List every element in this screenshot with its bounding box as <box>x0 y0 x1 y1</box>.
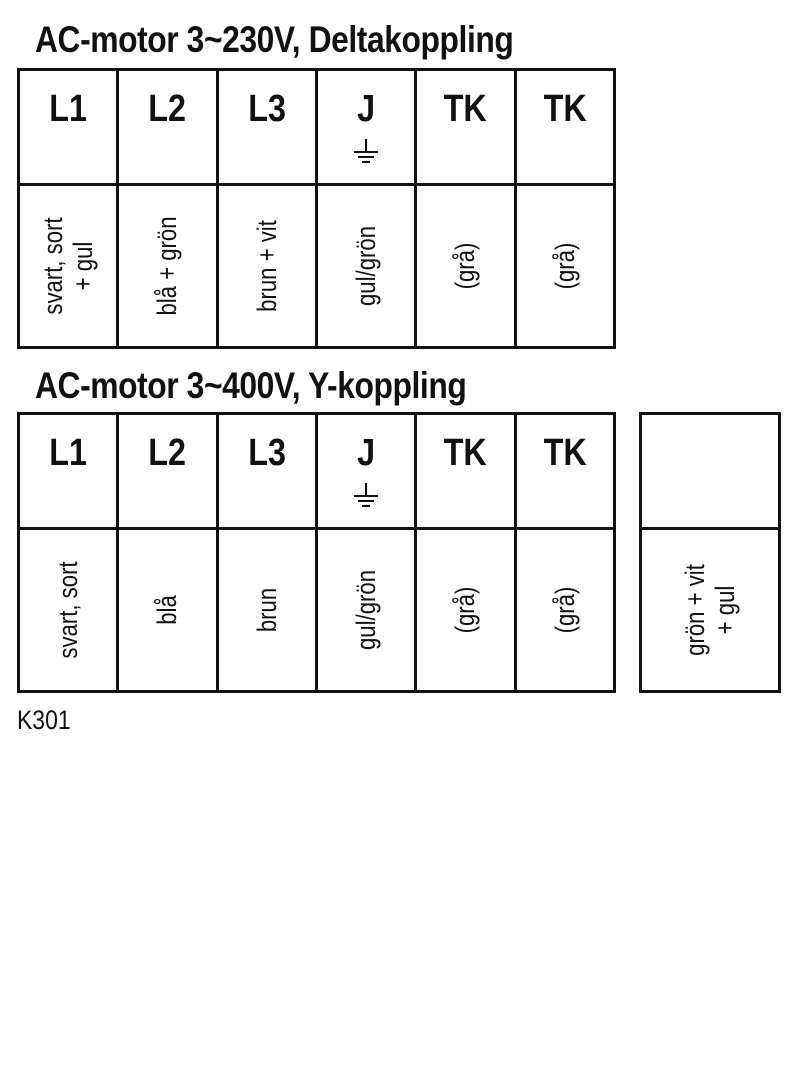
wire-color-cell <box>316 529 415 692</box>
wire-color-cell <box>316 185 415 348</box>
terminal-label: TK <box>543 432 587 474</box>
terminal-label: TK <box>443 88 487 130</box>
wire-color-cell <box>19 185 118 348</box>
wire-color-label: (grå) <box>549 242 580 290</box>
terminal-header-row <box>19 70 615 185</box>
wire-color-cell <box>515 529 614 692</box>
terminal-label: J <box>357 432 376 474</box>
terminal-cell <box>217 70 316 185</box>
extra-header-row <box>641 414 780 529</box>
terminal-cell <box>515 70 614 185</box>
terminal-label: TK <box>443 432 487 474</box>
wire-color-label: (grå) <box>450 242 481 290</box>
terminal-label: L2 <box>148 432 187 474</box>
wiring-table-y <box>17 412 616 693</box>
terminal-header-row <box>19 414 615 529</box>
wire-color-cell <box>416 529 515 692</box>
extra-header-cell <box>641 414 780 529</box>
extra-color-cell <box>641 529 780 692</box>
extra-wire-box <box>639 412 781 693</box>
wire-color-label: svart, sort + gul <box>38 217 99 315</box>
wire-color-cell <box>118 529 217 692</box>
figure-code: K301 <box>17 705 71 735</box>
terminal-label: L3 <box>247 88 286 130</box>
terminal-cell <box>416 70 515 185</box>
terminal-label: TK <box>543 88 587 130</box>
wire-color-label: (grå) <box>450 586 481 634</box>
wire-color-cell <box>19 529 118 692</box>
terminal-cell <box>217 414 316 529</box>
terminal-label: L3 <box>247 432 286 474</box>
section-title-delta: AC-motor 3~230V, Deltakoppling <box>35 19 514 60</box>
terminal-label: L1 <box>49 432 88 474</box>
wire-color-label: svart, sort <box>53 561 84 659</box>
ground-icon <box>353 139 379 165</box>
terminal-cell <box>515 414 614 529</box>
terminal-cell <box>316 414 415 529</box>
terminal-cell <box>19 70 118 185</box>
terminal-cell <box>316 70 415 185</box>
ground-icon <box>353 483 379 509</box>
extra-color-row <box>641 529 780 692</box>
terminal-cell <box>118 414 217 529</box>
terminal-label: J <box>357 88 376 130</box>
wire-color-label: gul/grön <box>351 569 382 651</box>
wire-color-cell <box>416 185 515 348</box>
terminal-label: L1 <box>49 88 88 130</box>
extra-wire-color-label: grön + vit + gul <box>680 564 740 656</box>
wire-color-label: blå + grön <box>152 216 183 316</box>
section-title-y: AC-motor 3~400V, Y-koppling <box>35 365 467 406</box>
wire-color-label: gul/grön <box>351 225 382 307</box>
terminal-cell <box>118 70 217 185</box>
wire-color-row <box>19 185 615 348</box>
wiring-table-delta <box>17 68 616 349</box>
wire-color-cell <box>217 185 316 348</box>
terminal-cell <box>19 414 118 529</box>
wire-color-cell <box>217 529 316 692</box>
terminal-cell <box>416 414 515 529</box>
wire-color-cell <box>515 185 614 348</box>
wire-color-row <box>19 529 615 692</box>
wire-color-cell <box>118 185 217 348</box>
wire-color-label: blå <box>152 595 183 625</box>
terminal-label: L2 <box>148 88 187 130</box>
wire-color-label: (grå) <box>549 586 580 634</box>
wire-color-label: brun <box>251 587 282 633</box>
wire-color-label: brun + vit <box>251 220 282 312</box>
